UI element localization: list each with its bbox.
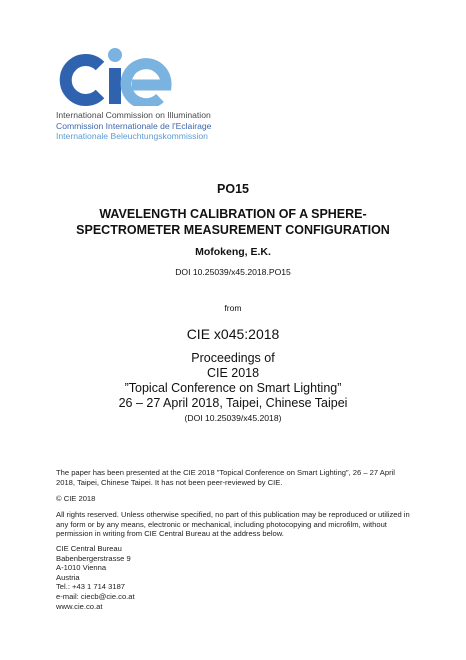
address-country: Austria bbox=[56, 572, 80, 582]
cie-logo-dot bbox=[108, 48, 122, 62]
address-street: Babenbergerstrasse 9 bbox=[56, 553, 131, 563]
proceedings-line-1: Proceedings of bbox=[191, 351, 275, 365]
organization-names bbox=[56, 110, 211, 142]
org-name-english: International Commission on Illumination bbox=[56, 110, 211, 120]
address-tel: Tel.: +43 1 714 3187 bbox=[56, 582, 126, 592]
cie-logo bbox=[54, 44, 214, 106]
address-city: A-1010 Vienna bbox=[56, 563, 107, 573]
from-label: from bbox=[224, 303, 242, 313]
cie-logo-e bbox=[126, 64, 166, 104]
address-block bbox=[56, 544, 412, 611]
cie-logo-c bbox=[66, 60, 100, 100]
proceedings-line-3: ”Topical Conference on Smart Lighting” bbox=[124, 381, 342, 395]
proceedings-line-2: CIE 2018 bbox=[206, 366, 260, 380]
address-web: www.cie.co.at bbox=[56, 601, 103, 611]
paper-code: PO15 bbox=[217, 182, 249, 196]
paper-title-line-1: WAVELENGTH CALIBRATION OF A SPHERE- bbox=[99, 207, 367, 221]
address-email: e-mail: ciecb@cie.co.at bbox=[56, 591, 135, 601]
copyright-note: © CIE 2018 bbox=[56, 494, 96, 503]
address-name: CIE Central Bureau bbox=[56, 544, 122, 553]
org-name-french: Commission Internationale de l'Eclairage bbox=[56, 120, 212, 131]
org-name-german: Internationale Beleuchtungskommission bbox=[56, 131, 208, 142]
proceedings-doi: (DOI 10.25039/x45.2018) bbox=[184, 413, 282, 423]
proceedings-line-4: 26 – 27 April 2018, Taipei, Chinese Taipei bbox=[118, 396, 348, 410]
paper-doi: DOI 10.25039/x45.2018.PO15 bbox=[175, 267, 291, 277]
paper-title bbox=[0, 206, 466, 238]
rights-note: All rights reserved. Unless otherwise specified, no part of this publication may be reproduced or utilized in any form or by any means, electronic or mechanical, including photocopying and microfilm, without permission in writing from CIE Central Bureau at the address below. bbox=[56, 510, 410, 539]
paper-author: Mofokeng, E.K. bbox=[195, 246, 271, 258]
presentation-note: The paper has been presented at the CIE 2018 ”Topical Conference on Smart Lighting”, 26 – 27 April 2018, Taipei, Chinese Taipei. It has not been peer-reviewed by CIE. bbox=[56, 468, 395, 487]
paper-title-line-2: SPECTROMETER MEASUREMENT CONFIGURATION bbox=[76, 223, 390, 237]
standard-number: CIE x045:2018 bbox=[186, 326, 280, 342]
cie-logo-i bbox=[109, 68, 121, 104]
proceedings-block bbox=[0, 351, 466, 411]
